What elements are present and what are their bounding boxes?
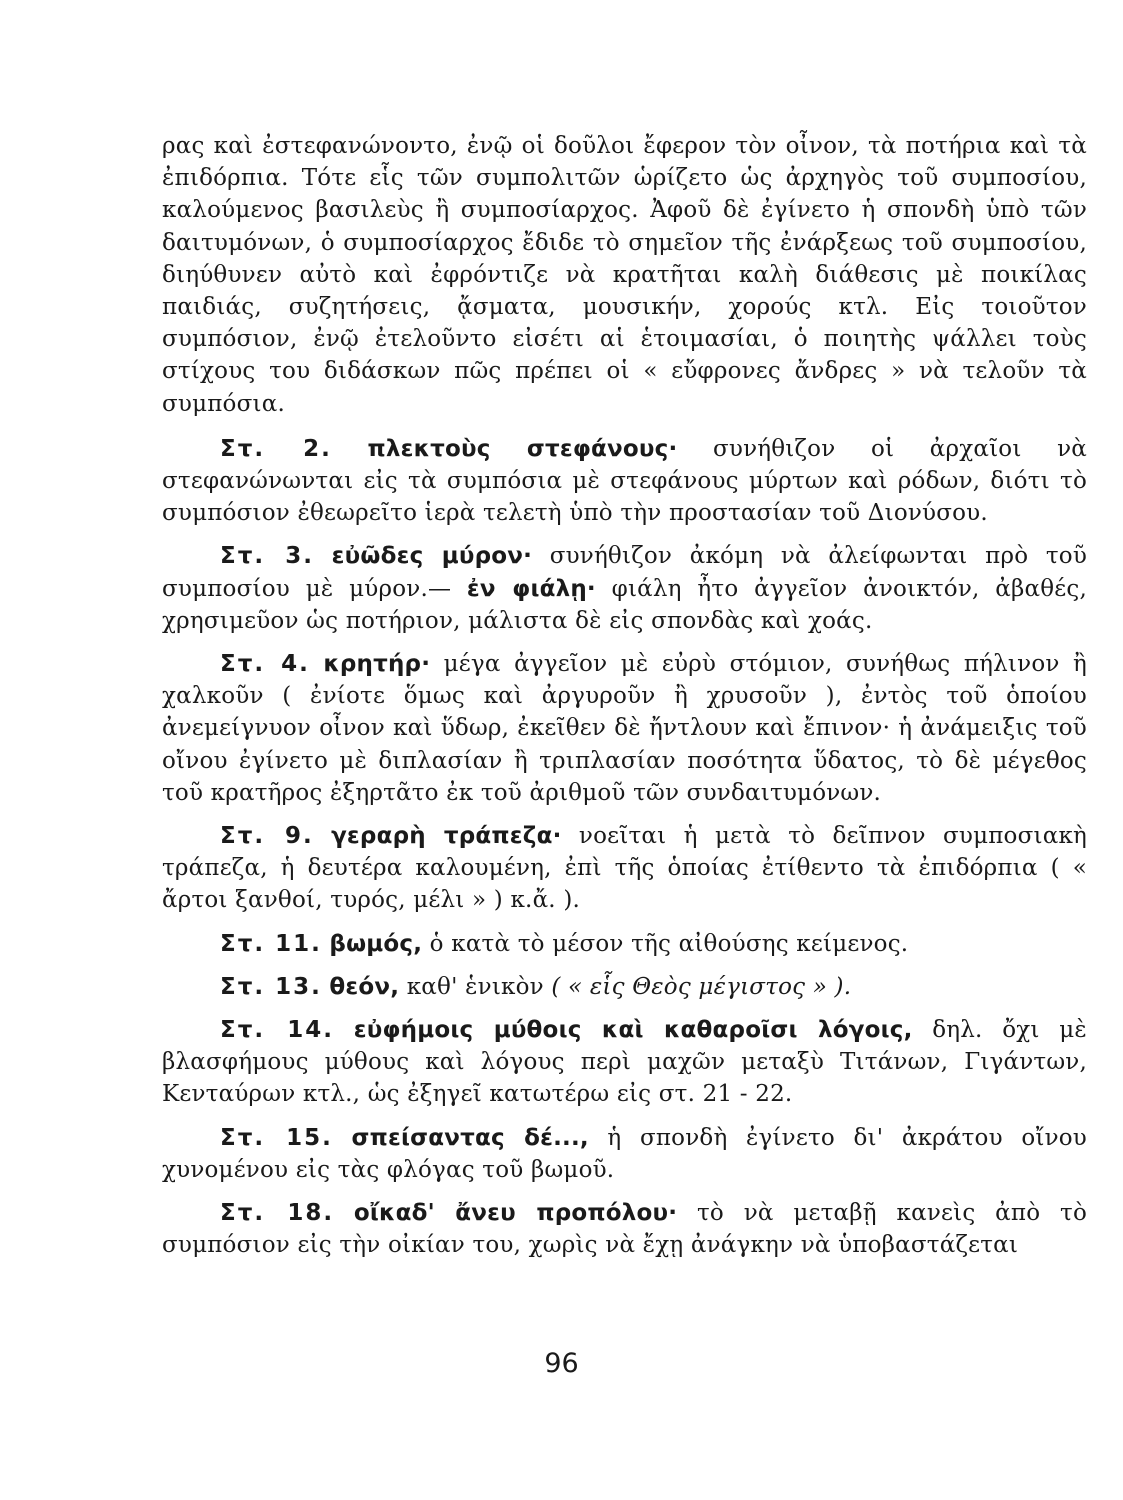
note-ref: Στ. 15. [220, 1124, 333, 1151]
note-text-secondary: φιάλη ἦτο ἀγγεῖον ἀνοικτόν, ἀβαθές, χρησιμεῦον ὡς ποτήριον, μάλιστα δὲ εἰς σπονδὰς καὶ χοάς. [162, 575, 1087, 634]
note-ref: Στ. 9. [220, 823, 314, 850]
note-line-2 [162, 433, 1087, 530]
note-lemma: κρητήρ· [323, 651, 431, 678]
note-ref: Στ. 3. [220, 543, 314, 570]
page-number: 96 [544, 1348, 579, 1379]
note-lemma: εὐῶδες μύρον· [331, 543, 533, 570]
note-lemma: εὐφήμοις μύθοις καὶ καθαροῖσι λόγοις, [353, 1017, 913, 1044]
note-line-4 [162, 648, 1087, 809]
note-ref: Στ. 14. [220, 1017, 335, 1044]
note-line-18 [162, 1197, 1087, 1261]
note-text: συνήθιζον ἀκόμη νὰ ἀλείφωνται πρὸ τοῦ συμποσίου μὲ μύρον.— [162, 543, 1088, 602]
note-line-13 [162, 971, 1087, 1003]
note-line-14 [162, 1014, 1087, 1111]
note-text: τὸ νὰ μεταβῇ κανεὶς ἀπὸ τὸ συμπόσιον εἰς τὴν οἰκίαν του, χωρὶς νὰ ἔχῃ ἀνάγκην νὰ ὑποβαστάζεται [162, 1200, 1087, 1259]
note-italic-quote: ( « εἷς Θεὸς μέγιστος » ). [551, 973, 852, 1000]
note-lemma: πλεκτοὺς στεφάνους· [367, 435, 678, 462]
note-ref: Στ. 4. [220, 651, 310, 678]
note-line-11 [162, 928, 1087, 960]
note-line-3 [162, 540, 1087, 637]
note-ref: Στ. 11. [220, 930, 322, 957]
note-lemma: θεόν, [329, 973, 400, 1000]
note-text: καθ' ἑνικὸν [399, 973, 552, 1000]
note-lemma: βωμός, [329, 930, 423, 957]
note-lemma-secondary: ἐν φιάλῃ· [466, 575, 596, 602]
note-text: ἡ σπονδὴ ἐγίνετο δι' ἀκράτου οἴνου χυνομένου εἰς τὰς φλόγας τοῦ βωμοῦ. [162, 1124, 1087, 1183]
note-line-9 [162, 820, 1087, 917]
note-lemma: σπείσαντας δέ..., [351, 1124, 589, 1151]
note-lemma: οἴκαδ' ἄνευ προπόλου· [353, 1200, 678, 1227]
page-body [162, 130, 1087, 1262]
note-lemma: γεραρὴ τράπεζα· [331, 823, 562, 850]
note-text: συνήθιζον οἱ ἀρχαῖοι νὰ στεφανώνωνται εἰς τὰ συμπόσια μὲ στεφάνους μύρτων καὶ ρόδων, διότι τὸ συμπόσιον ἐθεωρεῖτο ἱερὰ τελετὴ ὑπὸ τὴν προστασίαν τοῦ Διονύσου. [162, 435, 1088, 527]
note-ref: Στ. 13. [220, 973, 322, 1000]
note-text: ὁ κατὰ τὸ μέσον τῆς αἰθούσης κείμενος. [422, 930, 909, 957]
note-ref: Στ. 18. [220, 1200, 335, 1227]
note-text: νοεῖται ἡ μετὰ τὸ δεῖπνον συμποσιακὴ τράπεζα, ἡ δευτέρα καλουμένη, ἐπὶ τῆς ὁποίας ἐτίθεντο τὰ ἐπιδόρπια ( « ἄρτοι ξανθοί, τυρός, μέλι » ) κ.ἄ. ). [162, 823, 1088, 914]
note-ref: Στ. 2. [220, 435, 332, 462]
intro-paragraph: ρας καὶ ἐστεφανώνοντο, ἐνῷ οἱ δοῦλοι ἔφερον τὸν οἶνον, τὰ ποτήρια καὶ τὰ ἐπιδόρπια. Τότε εἷς τῶν συμπολιτῶν ὡρίζετο ὡς ἀρχηγὸς τοῦ συμποσίου, καλούμενος βασιλεὺς ἢ συμποσίαρχος. Ἀφοῦ δὲ ἐγίνετο ἡ σπονδὴ ὑπὸ τῶν δαιτυμόνων, ὁ συμποσίαρχος ἔδιδε τὸ σημεῖον τῆς ἐνάρξεως τοῦ συμποσίου, διηύθυνεν αὐτὸ καὶ ἐφρόντιζε νὰ κρατῆται καλὴ διάθεσις μὲ ποικίλας παιδιάς, συζητήσεις, ᾄσματα, μουσικήν, χορούς κτλ. Εἰς τοιοῦτον συμπόσιον, ἐνῷ ἐτελοῦντο εἰσέτι αἱ ἑτοιμασίαι, ὁ ποιητὴς ψάλλει τοὺς στίχους του διδάσκων πῶς πρέπει οἱ « εὔφρονες ἄνδρες » νὰ τελοῦν τὰ συμπόσια. [162, 133, 1087, 417]
note-text: μέγα ἀγγεῖον μὲ εὐρὺ στόμιον, συνήθως πήλινον ἢ χαλκοῦν ( ἐνίοτε ὅμως καὶ ἀργυροῦν ἢ χρυσοῦν ), ἐντὸς τοῦ ὁποίου ἀνεμείγνυον οἶνον καὶ ὕδωρ, ἐκεῖθεν δὲ ἤντλουν καὶ ἔπινον· ἡ ἀνάμειξις τοῦ οἴνου ἐγίνετο μὲ διπλασίαν ἢ τριπλασίαν ποσότητα ὕδατος, τὸ δὲ μέγεθος τοῦ κρατῆρος ἐξηρτᾶτο ἐκ τοῦ ἀριθμοῦ τῶν συνδαιτυμόνων. [162, 651, 1088, 806]
note-line-15 [162, 1122, 1087, 1186]
note-text: δηλ. ὄχι μὲ βλασφήμους μύθους καὶ λόγους περὶ μαχῶν μεταξὺ Τιτάνων, Γιγάντων, Κενταύρων κτλ., ὡς ἐξηγεῖ κατωτέρω εἰς στ. 21 - 22. [162, 1017, 1087, 1108]
